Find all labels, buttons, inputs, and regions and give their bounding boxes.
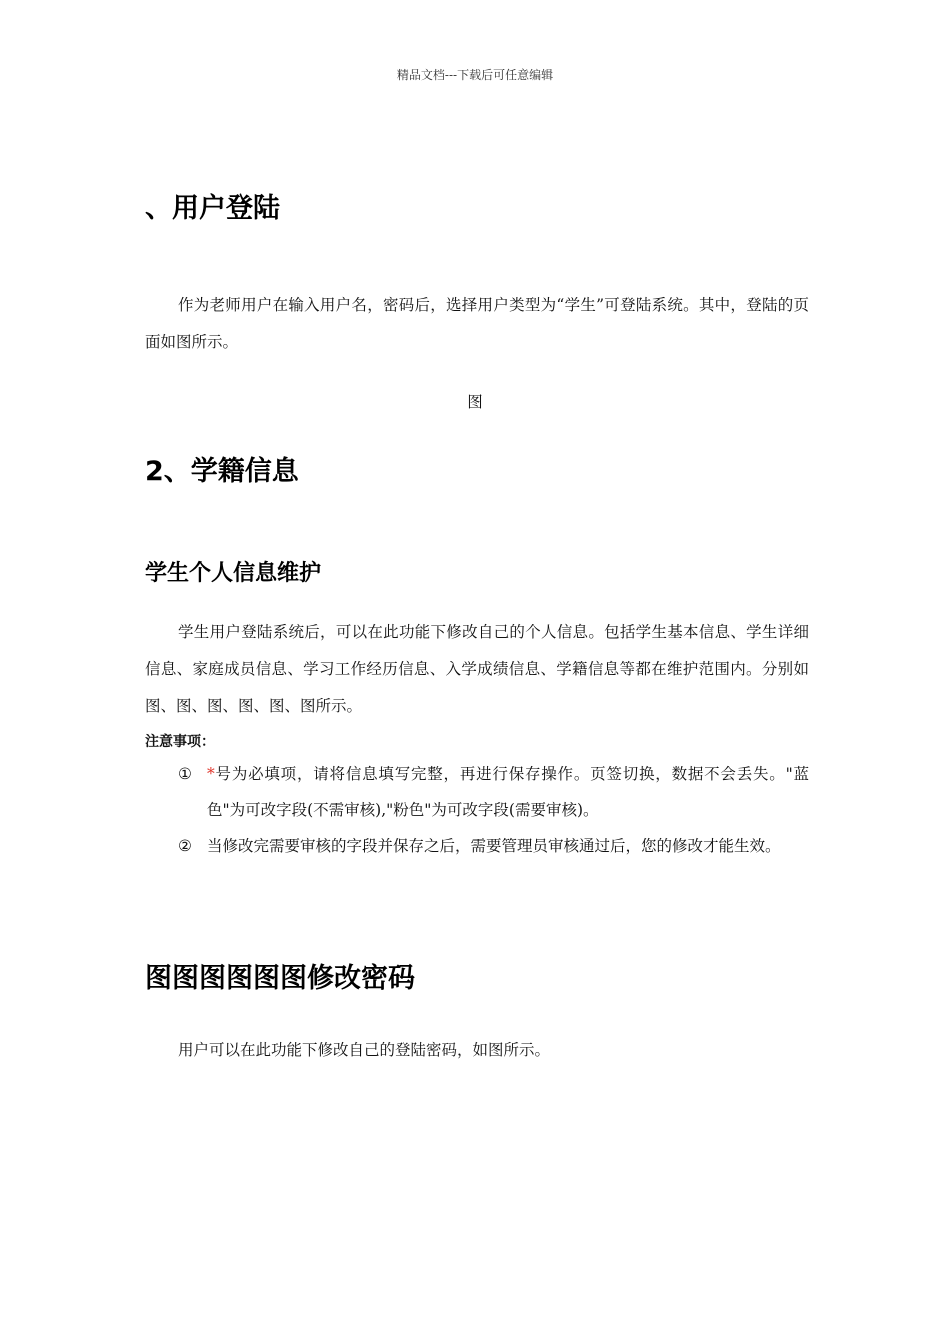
change-password-paragraph: 用户可以在此功能下修改自己的登陆密码，如图所示。 <box>178 1041 551 1059</box>
personal-info-paragraph: 学生用户登陆系统后，可以在此功能下修改自己的个人信息。包括学生基本信息、学生详细信息、家庭成员信息、学习工作经历信息、入学成绩信息、学籍信息等都在维护范围内。分别如图、图、图、图、图、图所示。 <box>145 623 809 715</box>
note-item <box>145 828 809 864</box>
note-text: 号为必填项，请将信息填写完整，再进行保存操作。页签切换，数据不会丢失。"蓝色"为可改字段(不需审核),"粉色"为可改字段(需要审核)。 <box>207 765 809 819</box>
notes-title: 注意事项： <box>145 734 215 750</box>
note-marker: ② <box>178 837 192 855</box>
subsection-title-personal-info: 学生个人信息维护 <box>145 561 322 586</box>
section-title-login: 、用户登陆 <box>145 193 280 224</box>
page-header: 精品文档---下载后可任意编辑 <box>396 68 554 82</box>
note-text: 当修改完需要审核的字段并保存之后，需要管理员审核通过后，您的修改才能生效。 <box>207 837 781 855</box>
figure-caption: 图 <box>467 393 483 411</box>
required-star-icon: * <box>207 765 215 783</box>
section-title-change-password: 图图图图图图修改密码 <box>145 963 415 994</box>
note-item <box>145 756 809 828</box>
login-paragraph: 作为老师用户在输入用户名，密码后，选择用户类型为“学生”可登陆系统。其中，登陆的页面如图所示。 <box>145 296 809 351</box>
note-marker: ① <box>178 765 192 783</box>
section-title-student-records: 2、学籍信息 <box>145 456 299 487</box>
notes-list <box>145 756 809 864</box>
